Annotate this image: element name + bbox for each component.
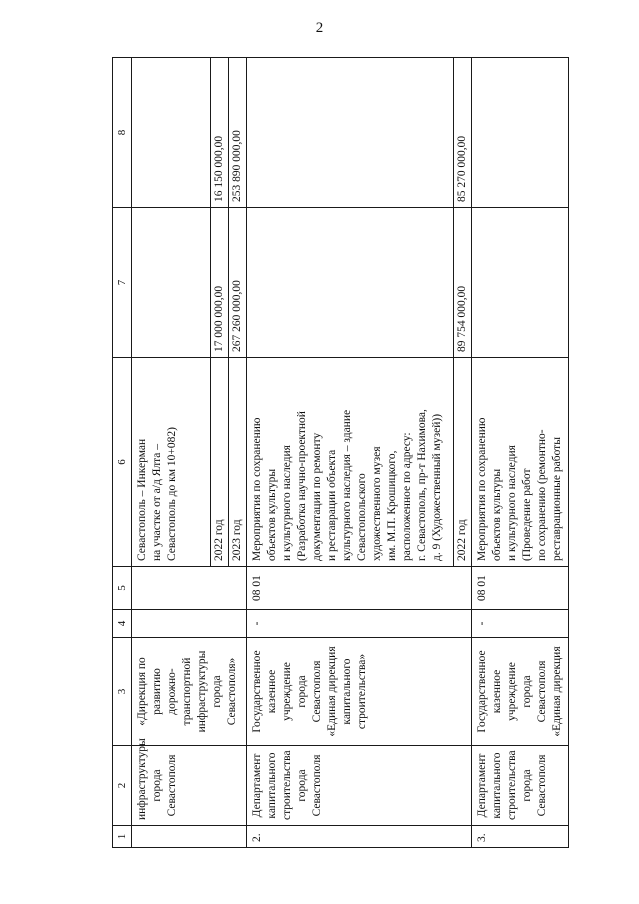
block3-description: Мероприятия по сохранению объектов культуры и культурного наследия (Проведение работ по сохранению (ремонтно- реставрационные работы [472,358,569,567]
header-cell-1: 1 [113,826,132,848]
block3-col8-empty [472,58,569,208]
block1-col8-empty [132,58,211,208]
block3-col4: - [472,610,569,638]
block2-main-row [247,58,454,848]
block2-col4: - [247,610,472,638]
block1-main-row [132,58,211,848]
block1-number-cell [132,826,247,848]
header-cell-3: 3 [113,638,132,746]
header-cell-8: 8 [113,58,132,208]
block2-institution: Государственное казенное учреждение города Севастополя «Единая дирекция капитального строительства» [247,638,472,746]
block3-col7-empty [472,208,569,358]
block3-institution: Государственное казенное учреждение города Севастополя «Единая дирекция [472,638,569,746]
block2-department: Департамент капитального строительства города Севастополя [247,746,472,826]
block2-year-label: 2022 год [454,358,472,567]
header-cell-5: 5 [113,567,132,610]
block3-number: 3. [472,826,569,848]
block2-col7-empty [247,208,454,358]
block2-code: 08 01 [247,567,472,610]
header-row [113,58,132,848]
header-cell-4: 4 [113,610,132,638]
block1-year-col7: 267 260 000,00 [229,208,247,358]
block1-year-label: 2023 год [229,358,247,567]
block2-year-col8: 85 270 000,00 [454,58,472,208]
block1-institution: «Дирекция по развитию дорожно- транспортной инфраструктуры города Севастополя» [132,638,247,746]
header-cell-6: 6 [113,358,132,567]
block1-col4-cell [132,610,247,638]
header-cell-2: 2 [113,746,132,826]
block2-description: Мероприятия по сохранению объектов культуры и культурного наследия (Разработка научно-проектной документации по ремонту и реставрации объекта культурного наследия – здание Севастопольского художественного музея им. М.П. Крошицкого, расположенное по адресу: г. Севастополь, пр-т Нахимова, д. 9 (Художественный музей)) [247,358,454,567]
block1-year-label: 2022 год [211,358,229,567]
budget-table [112,57,569,848]
block1-department: инфраструктуры города Севастополя [132,746,247,826]
block2-col8-empty [247,58,454,208]
rotated-sheet [112,58,592,848]
block3-department: Департамент капитального строительства города Севастополя [472,746,569,826]
block1-year-col8: 16 150 000,00 [211,58,229,208]
block1-year-col7: 17 000 000,00 [211,208,229,358]
block3-main-row [472,58,569,848]
header-cell-7: 7 [113,208,132,358]
block1-col5-cell [132,567,247,610]
block1-description: Севастополь – Инкерман на участке от а/д Ялта – Севастополь до км 10+082) [132,358,211,567]
block1-year-col8: 253 890 000,00 [229,58,247,208]
block1-col7-empty [132,208,211,358]
block2-year-col7: 89 754 000,00 [454,208,472,358]
page-number: 2 [315,20,324,36]
block2-number: 2. [247,826,472,848]
block3-code: 08 01 [472,567,569,610]
